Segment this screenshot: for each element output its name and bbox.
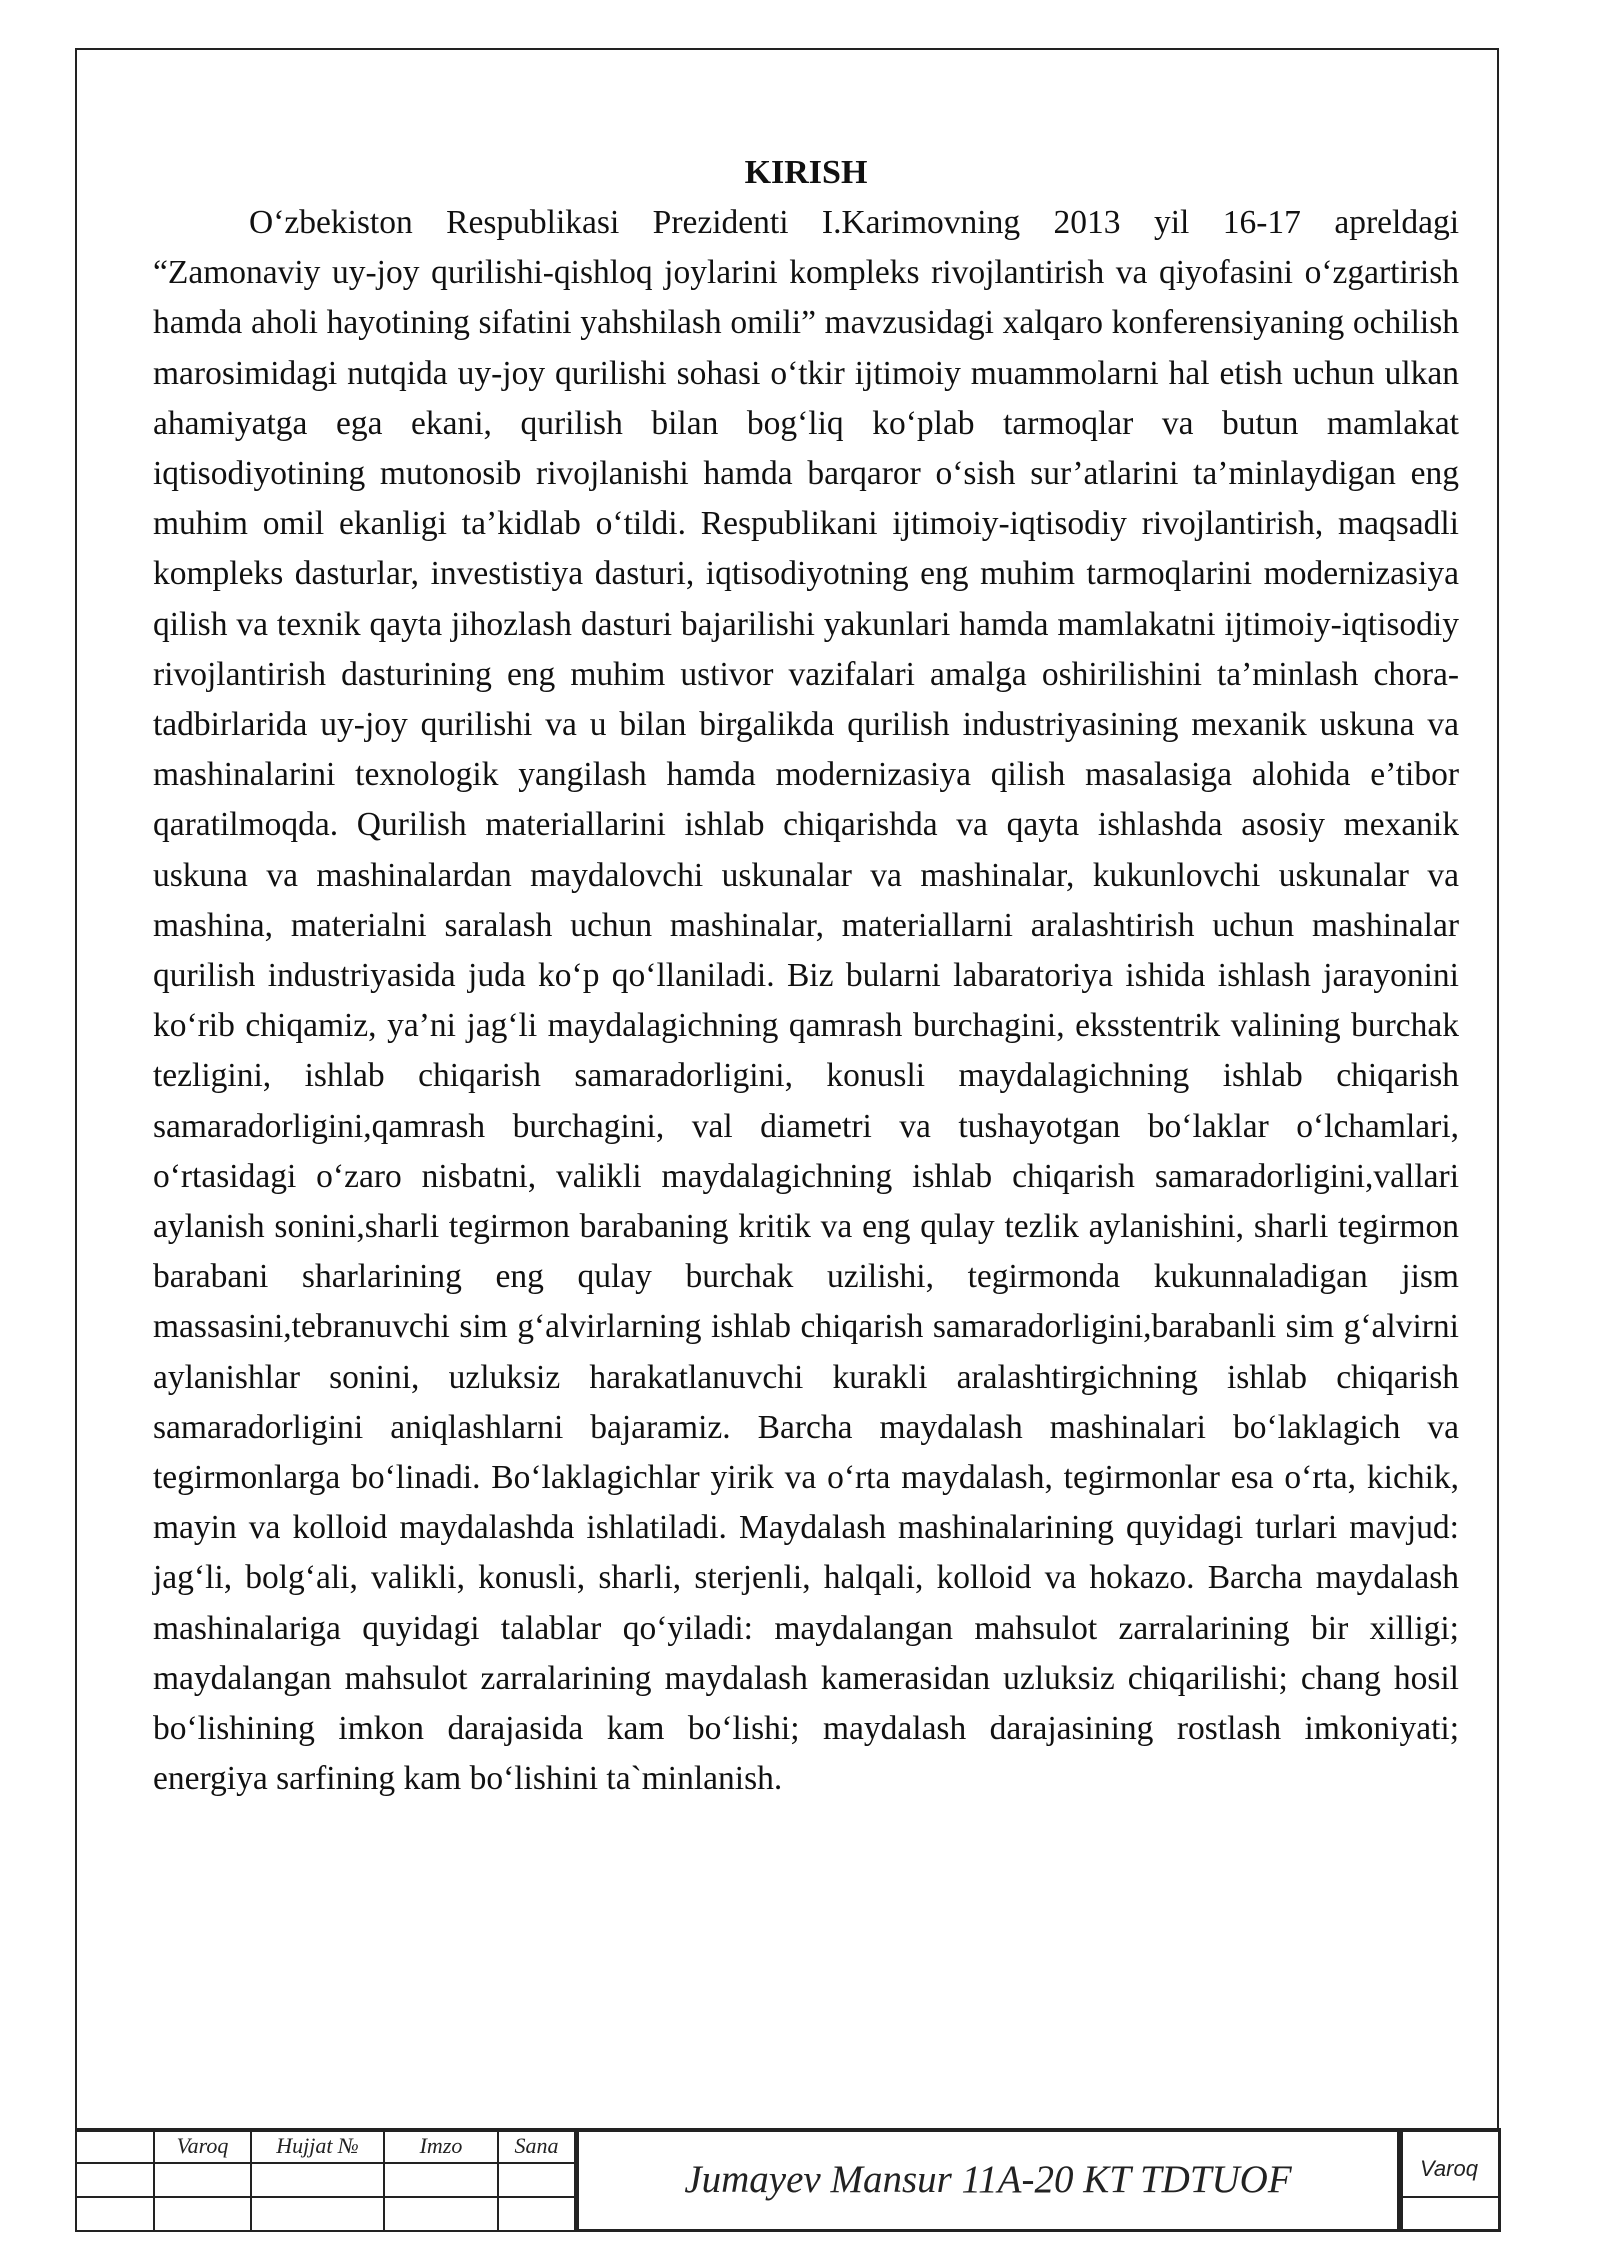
revision-cell xyxy=(76,2163,154,2197)
revision-cell xyxy=(251,2197,384,2231)
revision-row xyxy=(76,2197,575,2231)
column-document-label: Hujjat № xyxy=(251,2129,384,2163)
revision-table xyxy=(75,2128,576,2232)
revision-cell xyxy=(76,2129,154,2163)
revision-header-row xyxy=(76,2129,575,2163)
document-title: Jumayev Mansur 11A-20 KT TDTUOF xyxy=(576,2128,1400,2232)
intro-paragraph: O‘zbekiston Respublikasi Prezidenti I.Karimovning 2013 yil 16-17 apreldagi “Zamonaviy uy-joy qurilishi-qishloq joylarini kompleks rivojlantirish va qiyofasini o‘zgartirish hamda aholi hayotining sifatini yahshilash omili” mavzusidagi xalqaro konferensiyaning ochilish marosimidagi nutqida uy-joy qurilishi sohasi o‘tkir ijtimoiy muammolarni hal etish uchun ulkan ahamiyatga ega ekani, qurilish bilan bog‘liq ko‘plab tarmoqlar va butun mamlakat iqtisodiyotining mutonosib rivojlanishi hamda barqaror o‘sish sur’atlarini ta’minlaydigan eng muhim omil ekanligi ta’kidlab o‘tildi. Respublikani ijtimoiy-iqtisodiy rivojlantirish, maqsadli kompleks dasturlar, investistiya dasturi, iqtisodiyotning eng muhim tarmoqlarini modernizasiya qilish va texnik qayta jihozlash dasturi bajarilishi yakunlari hamda mamlakatni ijtimoiy-iqtisodiy rivojlantirish dasturining eng muhim ustivor vazifalari amalga oshirilishini ta’minlash chora-tadbirlarida uy-joy qurilishi va u bilan birgalikda qurilish industriyasining mexanik uskuna va mashinalarini texnologik yangilash hamda modernizasiya qilish masalasiga alohida e’tibor qaratilmoqda. Qurilish materiallarini ishlab chiqarishda va qayta ishlashda asosiy mexanik uskuna va mashinalardan maydalovchi uskunalar va mashinalar, kukunlovchi uskunalar va mashina, materialni saralash uchun mashinalar, materiallarni aralashtirish uchun mashinalar qurilish industriyasida juda ko‘p qo‘llaniladi. Biz bularni labaratoriya ishida ishlash jarayonini ko‘rib chiqamiz, ya’ni jag‘li maydalagichning qamrash burchagini, eksstentrik valining burchak tezligini, ishlab chiqarish samaradorligini, konusli maydalagichning ishlab chiqarish samaradorligini,qamrash burchagini, val diametri va tushayotgan bo‘laklar o‘lchamlari, o‘rtasidagi o‘zaro nisbatni, valikli maydalagichning ishlab chiqarish samaradorligini,vallari aylanish sonini,sharli tegirmon barabaning kritik va eng qulay tezlik aylanishini, sharli tegirmon barabani sharlarining eng qulay burchak uzilishi, tegirmonda kukunnaladigan jism massasini,tebranuvchi sim g‘alvirlarning ishlab chiqarish samaradorligini,barabanli sim g‘alvirni aylanishlar sonini, uzluksiz harakatlanuvchi kurakli aralashtirgichning ishlab chiqarish samaradorligini aniqlashlarni bajaramiz. Barcha maydalash mashinalari bo‘laklagich va tegirmonlarga bo‘linadi. Bo‘laklagichlar yirik va o‘rta maydalash, tegirmonlar esa o‘rta, kichik, mayin va kolloid maydalashda ishlatiladi. Maydalash mashinalarining quyidagi turlari mavjud: jag‘li, bolg‘ali, valikli, konusli, sharli, sterjenli, halqali, kolloid va hokazo. Barcha maydalash mashinalariga quyidagi talablar qo‘yiladi: maydalangan mahsulot zarralarining bir xilligi; maydalangan mahsulot zarralarining maydalash kamerasidan uzluksiz chiqarilishi; chang hosil bo‘lishining imkon darajasida kam bo‘lishi; maydalash darajasining rostlash imkoniyati; energiya sarfining kam bo‘lishini ta`minlanish. xyxy=(153,204,1459,1798)
revision-row xyxy=(76,2163,575,2197)
revision-cell xyxy=(498,2197,575,2231)
revision-cell xyxy=(251,2163,384,2197)
column-date-label: Sana xyxy=(498,2129,575,2163)
title-block xyxy=(75,2128,1501,2236)
sheet-label: Varoq xyxy=(1420,2156,1478,2181)
revision-cell xyxy=(76,2197,154,2231)
document-body xyxy=(153,148,1459,1805)
page-heading: KIRISH xyxy=(744,154,868,191)
column-signature-label: Imzo xyxy=(384,2129,498,2163)
sheet-number-box xyxy=(1400,2128,1501,2232)
revision-cell xyxy=(154,2163,251,2197)
revision-cell xyxy=(384,2197,498,2231)
revision-cell xyxy=(154,2197,251,2231)
sheet-number-cell xyxy=(1403,2196,1498,2230)
revision-cell xyxy=(498,2163,575,2197)
column-sheet-label: Varoq xyxy=(154,2129,251,2163)
revision-cell xyxy=(384,2163,498,2197)
